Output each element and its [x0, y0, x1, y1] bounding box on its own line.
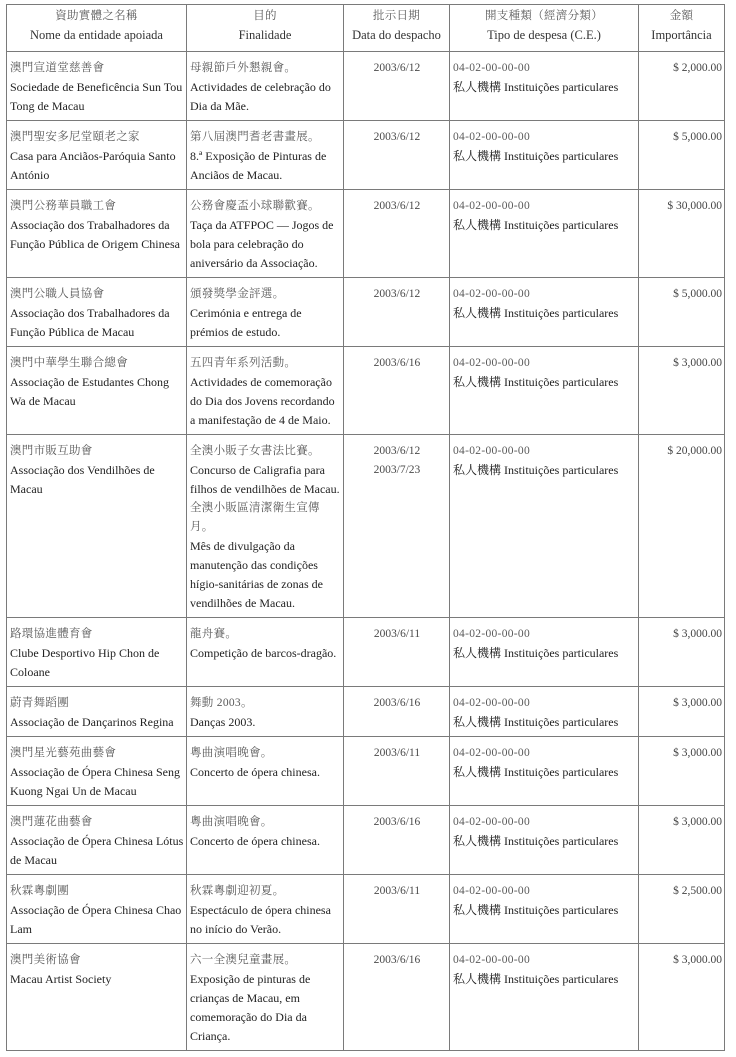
grants-table — [6, 4, 725, 1051]
purpose-zh: 粵曲演唱晚會。 — [190, 816, 273, 828]
header-entity-pt: Nome da entidade apoiada — [30, 28, 163, 42]
purpose-pt: Mês de divulgação da manutenção das condições hígio-sanitárias de zonas de vendilhões de Macau. — [190, 539, 323, 610]
purpose-zh: 第八屆澳門耆老書畫展。 — [190, 131, 320, 143]
entity-name-zh: 澳門公務華員職工會 — [10, 200, 117, 212]
purpose-pt: Actividades de comemoração do Dia dos Jovens recordando a manifestação de 4 de Maio. — [190, 375, 335, 427]
entity-name-pt: Macau Artist Society — [10, 972, 112, 986]
expense-code: 04-02-00-00-00 — [453, 816, 531, 828]
expense-type: 私人機構 Instituições particulares — [453, 903, 619, 917]
expense-type: 私人機構 Instituições particulares — [453, 463, 619, 477]
header-entity-zh: 資助實體之名稱 — [55, 10, 138, 22]
entity-cell — [7, 121, 187, 190]
purpose-pt: 8.ª Exposição de Pinturas de Anciãos de Macau. — [190, 149, 327, 182]
purpose-zh: 全澳小販區清潔衛生宣傳月。 — [190, 502, 320, 533]
amount-cell — [639, 687, 725, 737]
expense-type: 私人機構 Instituições particulares — [453, 715, 619, 729]
entity-name-pt: Associação de Ópera Chinesa Chao Lam — [10, 903, 182, 936]
purpose-pt: Concurso de Caligrafia para filhos de vendilhões de Macau. — [190, 463, 340, 496]
date-cell — [344, 190, 450, 278]
dispatch-date: 2003/6/12 — [373, 62, 421, 74]
entity-name-zh: 澳門聖安多尼堂頤老之家 — [10, 131, 140, 143]
table-header — [7, 5, 725, 52]
date-cell — [344, 52, 450, 121]
expense-type: 私人機構 Instituições particulares — [453, 765, 619, 779]
expense-cell — [450, 618, 639, 687]
purpose-cell — [187, 347, 344, 435]
entity-name-pt: Associação de Ópera Chinesa Lótus de Macau — [10, 834, 184, 867]
purpose-pt: Taça da ATFPOC — Jogos de bola para celebração do aniversário da Associação. — [190, 218, 334, 270]
purpose-pt: Concerto de ópera chinesa. — [190, 834, 320, 848]
header-purpose-pt: Finalidade — [238, 28, 292, 42]
entity-name-zh: 澳門市販互助會 — [10, 445, 93, 457]
dispatch-date: 2003/6/12 — [373, 445, 421, 457]
purpose-pt: Actividades de celebração do Dia da Mãe. — [190, 80, 331, 113]
dispatch-date: 2003/6/11 — [373, 747, 421, 759]
amount-cell — [639, 278, 725, 347]
expense-code: 04-02-00-00-00 — [453, 628, 531, 640]
header-date-pt: Data do despacho — [352, 28, 441, 42]
purpose-pt: Concerto de ópera chinesa. — [190, 765, 320, 779]
entity-name-zh: 澳門宣道堂慈善會 — [10, 62, 105, 74]
entity-name-zh: 澳門中華學生聯合總會 — [10, 357, 128, 369]
amount-value: $ 30,000.00 — [667, 200, 722, 212]
purpose-pt: Competição de barcos-dragão. — [190, 646, 337, 660]
expense-cell — [450, 875, 639, 944]
amount-value: $ 3,000.00 — [673, 357, 722, 369]
expense-code: 04-02-00-00-00 — [453, 954, 531, 966]
purpose-cell — [187, 278, 344, 347]
date-cell — [344, 687, 450, 737]
purpose-zh: 母親節戶外懇親會。 — [190, 62, 297, 74]
purpose-cell — [187, 806, 344, 875]
entity-cell — [7, 944, 187, 1051]
purpose-zh: 六一全澳兒童畫展。 — [190, 954, 297, 966]
date-cell — [344, 278, 450, 347]
entity-name-pt: Associação de Dançarinos Regina — [10, 715, 174, 729]
expense-cell — [450, 737, 639, 806]
expense-code: 04-02-00-00-00 — [453, 747, 531, 759]
entity-cell — [7, 618, 187, 687]
purpose-cell — [187, 737, 344, 806]
entity-cell — [7, 278, 187, 347]
purpose-cell — [187, 875, 344, 944]
table-row — [7, 278, 725, 347]
entity-cell — [7, 52, 187, 121]
entity-name-zh: 澳門星光藝苑曲藝會 — [10, 747, 117, 759]
header-date — [344, 5, 450, 52]
entity-name-pt: Associação de Estudantes Chong Wa de Macau — [10, 375, 169, 408]
table-row — [7, 806, 725, 875]
dispatch-date: 2003/6/16 — [373, 357, 421, 369]
header-expense-zh: 開支種類（經濟分類） — [485, 10, 603, 22]
amount-cell — [639, 944, 725, 1051]
amount-value: $ 3,000.00 — [673, 816, 722, 828]
date-cell — [344, 121, 450, 190]
amount-value: $ 5,000.00 — [673, 288, 722, 300]
dispatch-date: 2003/7/23 — [373, 464, 421, 476]
header-amount — [639, 5, 725, 52]
amount-value: $ 3,000.00 — [673, 747, 722, 759]
header-expense-pt: Tipo de despesa (C.E.) — [487, 28, 601, 42]
entity-name-pt: Associação dos Vendilhões de Macau — [10, 463, 155, 496]
header-entity — [7, 5, 187, 52]
date-cell — [344, 435, 450, 618]
amount-value: $ 5,000.00 — [673, 131, 722, 143]
expense-code: 04-02-00-00-00 — [453, 200, 531, 212]
amount-value: $ 3,000.00 — [673, 628, 722, 640]
expense-cell — [450, 121, 639, 190]
amount-cell — [639, 806, 725, 875]
expense-cell — [450, 52, 639, 121]
date-cell — [344, 944, 450, 1051]
header-date-zh: 批示日期 — [372, 10, 421, 22]
table-row — [7, 687, 725, 737]
amount-value: $ 2,000.00 — [673, 62, 722, 74]
entity-cell — [7, 875, 187, 944]
entity-name-pt: Associação dos Trabalhadores da Função Pública de Origem Chinesa — [10, 218, 180, 251]
purpose-cell — [187, 52, 344, 121]
purpose-pt: Cerimónia e entrega de prémios de estudo. — [190, 306, 302, 339]
entity-name-zh: 秋霖粵劇團 — [10, 885, 69, 897]
entity-name-zh: 蔚青舞蹈團 — [10, 697, 69, 709]
expense-code: 04-02-00-00-00 — [453, 131, 531, 143]
header-row — [7, 5, 725, 52]
expense-code: 04-02-00-00-00 — [453, 697, 531, 709]
entity-name-zh: 澳門蓮花曲藝會 — [10, 816, 93, 828]
dispatch-date: 2003/6/16 — [373, 816, 421, 828]
table-row — [7, 52, 725, 121]
table-row — [7, 435, 725, 618]
amount-cell — [639, 190, 725, 278]
amount-value: $ 20,000.00 — [667, 445, 722, 457]
entity-cell — [7, 806, 187, 875]
amount-value: $ 2,500.00 — [673, 885, 722, 897]
expense-type: 私人機構 Instituições particulares — [453, 972, 619, 986]
purpose-zh: 頒發獎學金評選。 — [190, 288, 285, 300]
table-row — [7, 875, 725, 944]
entity-name-pt: Associação de Ópera Chinesa Seng Kuong Ngai Un de Macau — [10, 765, 180, 798]
purpose-pt: Espectáculo de ópera chinesa no início do Verão. — [190, 903, 331, 936]
purpose-zh: 全澳小販子女書法比賽。 — [190, 445, 320, 457]
dispatch-date: 2003/6/11 — [373, 885, 421, 897]
expense-cell — [450, 347, 639, 435]
expense-cell — [450, 687, 639, 737]
date-cell — [344, 618, 450, 687]
entity-name-zh: 澳門美術協會 — [10, 954, 81, 966]
expense-code: 04-02-00-00-00 — [453, 288, 531, 300]
table-row — [7, 190, 725, 278]
expense-cell — [450, 435, 639, 618]
purpose-cell — [187, 944, 344, 1051]
header-expense — [450, 5, 639, 52]
dispatch-date: 2003/6/16 — [373, 697, 421, 709]
entity-name-zh: 路環協進體育會 — [10, 628, 93, 640]
expense-type: 私人機構 Instituições particulares — [453, 646, 619, 660]
date-cell — [344, 806, 450, 875]
entity-name-pt: Associação dos Trabalhadores da Função Pública de Macau — [10, 306, 170, 339]
table-body — [7, 52, 725, 1051]
entity-name-zh: 澳門公職人員協會 — [10, 288, 105, 300]
entity-cell — [7, 347, 187, 435]
dispatch-date: 2003/6/12 — [373, 200, 421, 212]
date-cell — [344, 347, 450, 435]
amount-cell — [639, 347, 725, 435]
table-row — [7, 944, 725, 1051]
amount-cell — [639, 52, 725, 121]
dispatch-date: 2003/6/16 — [373, 954, 421, 966]
entity-name-pt: Casa para Anciãos-Paróquia Santo António — [10, 149, 176, 182]
expense-cell — [450, 190, 639, 278]
amount-cell — [639, 875, 725, 944]
expense-code: 04-02-00-00-00 — [453, 445, 531, 457]
table-row — [7, 618, 725, 687]
header-purpose-zh: 目的 — [253, 10, 277, 22]
amount-cell — [639, 737, 725, 806]
purpose-zh: 秋霖粵劇迎初夏。 — [190, 885, 285, 897]
header-amount-pt: Importância — [651, 28, 712, 42]
date-cell — [344, 875, 450, 944]
dispatch-date: 2003/6/12 — [373, 131, 421, 143]
expense-code: 04-02-00-00-00 — [453, 357, 531, 369]
expense-code: 04-02-00-00-00 — [453, 62, 531, 74]
table-row — [7, 347, 725, 435]
expense-cell — [450, 278, 639, 347]
expense-type: 私人機構 Instituições particulares — [453, 834, 619, 848]
purpose-pt: Exposição de pinturas de crianças de Macau, em comemoração do Dia da Criança. — [190, 972, 311, 1043]
header-amount-zh: 金額 — [669, 10, 694, 22]
entity-name-pt: Sociedade de Beneficência Sun Tou Tong de Macau — [10, 80, 183, 113]
purpose-cell — [187, 121, 344, 190]
expense-type: 私人機構 Instituições particulares — [453, 375, 619, 389]
purpose-cell — [187, 190, 344, 278]
purpose-cell — [187, 618, 344, 687]
purpose-zh: 龍舟賽。 — [190, 628, 238, 640]
entity-cell — [7, 435, 187, 618]
entity-cell — [7, 687, 187, 737]
entity-name-pt: Clube Desportivo Hip Chon de Coloane — [10, 646, 160, 679]
amount-value: $ 3,000.00 — [673, 697, 722, 709]
entity-cell — [7, 737, 187, 806]
purpose-zh: 粵曲演唱晚會。 — [190, 747, 273, 759]
amount-cell — [639, 121, 725, 190]
date-cell — [344, 737, 450, 806]
purpose-cell — [187, 687, 344, 737]
amount-cell — [639, 435, 725, 618]
purpose-zh: 舞動 2003。 — [190, 697, 253, 709]
header-purpose — [187, 5, 344, 52]
table-row — [7, 121, 725, 190]
expense-cell — [450, 944, 639, 1051]
expense-type: 私人機構 Instituições particulares — [453, 306, 619, 320]
purpose-pt: Danças 2003. — [190, 715, 256, 729]
purpose-zh: 五四青年系列活動。 — [190, 357, 297, 369]
purpose-zh: 公務會慶盃小球聯歡賽。 — [190, 200, 320, 212]
amount-cell — [639, 618, 725, 687]
expense-code: 04-02-00-00-00 — [453, 885, 531, 897]
expense-cell — [450, 806, 639, 875]
dispatch-date: 2003/6/11 — [373, 628, 421, 640]
table-row — [7, 737, 725, 806]
expense-type: 私人機構 Instituições particulares — [453, 149, 619, 163]
dispatch-date: 2003/6/12 — [373, 288, 421, 300]
expense-type: 私人機構 Instituições particulares — [453, 80, 619, 94]
expense-type: 私人機構 Instituições particulares — [453, 218, 619, 232]
amount-value: $ 3,000.00 — [673, 954, 722, 966]
purpose-cell — [187, 435, 344, 618]
entity-cell — [7, 190, 187, 278]
